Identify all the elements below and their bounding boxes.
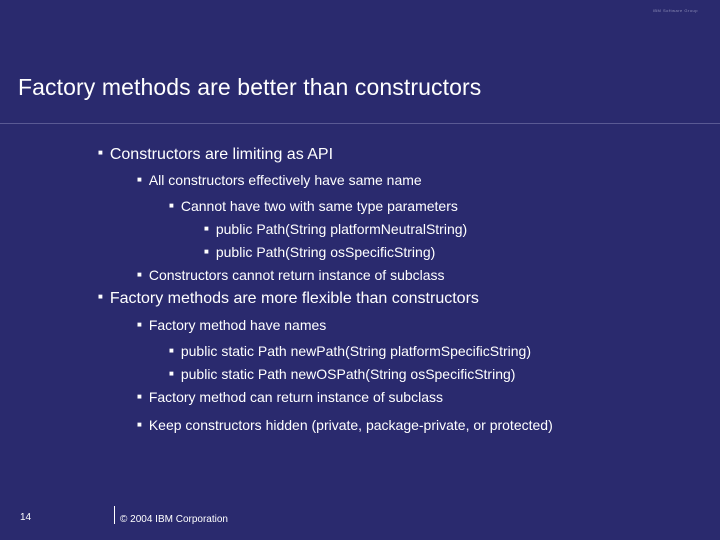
bullet-square-icon: ■ bbox=[98, 148, 103, 158]
bullet-text: Keep constructors hidden (private, package-private, or protected) bbox=[148, 417, 553, 433]
bullet-level1 bbox=[98, 290, 479, 308]
copyright-notice: © 2004 IBM Corporation bbox=[120, 514, 228, 525]
bullet-level4 bbox=[204, 221, 467, 237]
bullet-text: Cannot have two with same type parameters bbox=[180, 198, 458, 214]
slide-title: Factory methods are better than constructors bbox=[18, 74, 482, 100]
bullet-level2 bbox=[137, 317, 326, 333]
bullet-square-icon: ■ bbox=[137, 269, 142, 279]
corner-mark: IBM Software Group bbox=[652, 8, 698, 13]
bullet-square-icon: ■ bbox=[137, 391, 142, 401]
bullet-text: public Path(String platformNeutralString) bbox=[215, 221, 468, 237]
bullet-text: Factory method have names bbox=[148, 317, 327, 333]
bullet-square-icon: ■ bbox=[137, 174, 142, 184]
bullet-level3 bbox=[169, 198, 458, 214]
bullet-text: public static Path newOSPath(String osSpecificString) bbox=[180, 366, 516, 382]
bullet-square-icon: ■ bbox=[137, 419, 142, 429]
bullet-level1 bbox=[98, 146, 333, 164]
bullet-level2 bbox=[137, 389, 443, 405]
bullet-square-icon: ■ bbox=[169, 345, 174, 355]
title-divider bbox=[0, 123, 720, 124]
bullet-square-icon: ■ bbox=[204, 246, 209, 256]
bullet-square-icon: ■ bbox=[98, 292, 103, 302]
bullet-text: All constructors effectively have same name bbox=[148, 172, 422, 188]
bullet-level3 bbox=[169, 343, 531, 359]
bullet-level4 bbox=[204, 244, 435, 260]
bullet-level2 bbox=[137, 417, 553, 433]
bullet-square-icon: ■ bbox=[204, 223, 209, 233]
bullet-text: Factory methods are more flexible than constructors bbox=[109, 290, 479, 307]
bullet-text: Factory method can return instance of subclass bbox=[148, 389, 443, 405]
footer-divider bbox=[114, 506, 115, 524]
bullet-text: public static Path newPath(String platformSpecificString) bbox=[180, 343, 532, 359]
bullet-level2 bbox=[137, 267, 445, 283]
bullet-text: Constructors are limiting as API bbox=[109, 146, 334, 163]
bullet-level3 bbox=[169, 366, 515, 382]
bullet-level2 bbox=[137, 172, 422, 188]
bullet-text: public Path(String osSpecificString) bbox=[215, 244, 436, 260]
bullet-square-icon: ■ bbox=[169, 368, 174, 378]
bullet-square-icon: ■ bbox=[137, 319, 142, 329]
bullet-square-icon: ■ bbox=[169, 200, 174, 210]
page-number: 14 bbox=[20, 512, 32, 523]
bullet-text: Constructors cannot return instance of subclass bbox=[148, 267, 445, 283]
